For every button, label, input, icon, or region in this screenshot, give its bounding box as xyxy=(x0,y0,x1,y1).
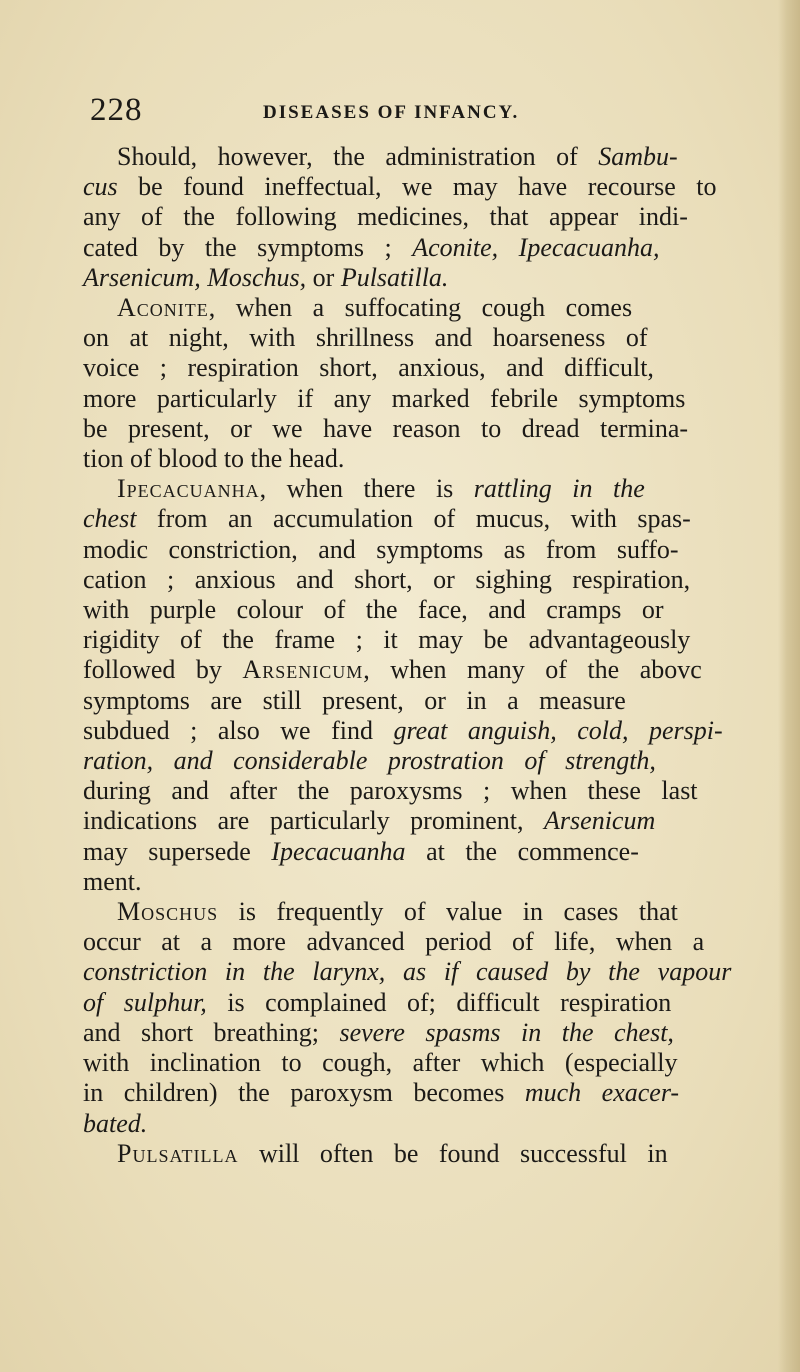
italic-text: rattling in the xyxy=(473,474,645,504)
text-segment: be present, or we have reason to dread termina- xyxy=(83,413,689,443)
text-segment: with purple colour of the face, and cramps or xyxy=(83,595,664,625)
text-line xyxy=(83,1048,731,1078)
text-segment: will often be found successful in xyxy=(238,1138,668,1168)
remedy-name: Ipecacuanha xyxy=(117,474,260,504)
italic-text: great anguish, cold, perspi- xyxy=(393,715,723,745)
text-segment: in children) the paroxysm becomes xyxy=(83,1078,525,1108)
text-segment: voice ; respiration short, anxious, and difficult, xyxy=(83,353,654,383)
text-segment: modic constriction, and symptoms as from suffo- xyxy=(83,534,679,564)
text-line xyxy=(83,776,731,806)
text-line xyxy=(83,263,731,293)
text-segment: , when a suffocating cough comes xyxy=(208,293,633,323)
text-line xyxy=(83,988,731,1018)
text-line xyxy=(83,716,731,746)
text-segment: tion of blood to the head. xyxy=(83,444,345,474)
text-segment: or xyxy=(306,262,341,292)
text-line xyxy=(83,867,731,897)
italic-text: much exacer- xyxy=(524,1078,680,1108)
italic-text: Pulsatilla. xyxy=(340,262,449,292)
italic-text: chest xyxy=(83,504,137,534)
italic-text: Arsenicum, Moschus, xyxy=(83,262,307,292)
text-line xyxy=(83,1109,731,1139)
italic-text: severe spasms in the chest, xyxy=(339,1017,674,1047)
text-line xyxy=(83,293,731,323)
text-line xyxy=(83,535,731,565)
italic-text: ration, and considerable prostration of strength, xyxy=(83,746,656,776)
page-number: 228 xyxy=(90,92,143,128)
text-line xyxy=(83,837,731,867)
text-segment: followed by xyxy=(83,655,243,685)
text-line xyxy=(83,1018,731,1048)
text-line xyxy=(83,202,731,232)
text-line xyxy=(83,384,731,414)
text-line xyxy=(83,565,731,595)
text-segment: subdued ; also we find xyxy=(83,715,394,745)
text-line xyxy=(83,957,731,987)
text-line xyxy=(83,595,731,625)
page-edge xyxy=(778,0,800,1372)
italic-text: Aconite, Ipecacuanha, xyxy=(412,232,660,262)
page-header xyxy=(90,92,730,132)
text-segment: on at night, with shrillness and hoarseness of xyxy=(83,323,648,353)
italic-text: Sambu- xyxy=(598,142,678,171)
text-line xyxy=(83,414,731,444)
italic-text: Arsenicum xyxy=(544,806,656,836)
text-line xyxy=(83,323,731,353)
remedy-name: Aconite xyxy=(117,293,209,323)
text-line xyxy=(83,1139,731,1169)
remedy-name: Arsenicum xyxy=(242,655,364,685)
text-segment: Should, however, the administration of xyxy=(117,142,599,171)
text-line xyxy=(83,746,731,776)
text-segment: any of the following medicines, that appear indi- xyxy=(83,202,688,232)
italic-text: of sulphur, xyxy=(83,987,207,1017)
body-text xyxy=(83,142,731,1169)
text-segment: from an accumulation of mucus, with spas- xyxy=(136,504,691,534)
text-line xyxy=(83,625,731,655)
text-segment: cated by the symptoms ; xyxy=(83,232,413,262)
text-line xyxy=(83,1078,731,1108)
text-segment: ment. xyxy=(83,866,142,896)
text-segment: , when there is xyxy=(259,474,474,504)
text-segment: be found ineffectual, we may have recourse to xyxy=(117,172,717,202)
text-segment: at the commence- xyxy=(405,836,639,866)
text-line xyxy=(83,655,731,685)
text-segment: during and after the paroxysms ; when these last xyxy=(83,776,698,806)
text-line xyxy=(83,474,731,504)
italic-text: bated. xyxy=(83,1108,148,1138)
text-line xyxy=(83,444,731,474)
running-title: DISEASES OF INFANCY. xyxy=(263,102,520,123)
italic-text: Ipecacuanha xyxy=(271,836,406,866)
text-line xyxy=(83,927,731,957)
text-line xyxy=(83,897,731,927)
text-segment: is complained of; difficult respiration xyxy=(206,987,672,1017)
text-line xyxy=(83,142,731,172)
text-line xyxy=(83,686,731,716)
text-segment: cation ; anxious and short, or sighing respiration, xyxy=(83,564,691,594)
text-segment: indications are particularly prominent, xyxy=(83,806,545,836)
text-segment: symptoms are still present, or in a measure xyxy=(83,685,626,715)
text-line xyxy=(83,233,731,263)
italic-text: cus xyxy=(83,172,118,202)
text-segment: more particularly if any marked febrile symptoms xyxy=(83,383,686,413)
text-segment: , when many of the abovc xyxy=(363,655,702,685)
italic-text: constriction in the larynx, as if caused by the vapour xyxy=(83,957,732,987)
text-line xyxy=(83,172,731,202)
text-line xyxy=(83,806,731,836)
text-segment: and short breathing; xyxy=(83,1017,340,1047)
text-segment: rigidity of the frame ; it may be advantageously xyxy=(83,625,691,655)
text-line xyxy=(83,504,731,534)
text-segment: may supersede xyxy=(83,836,272,866)
text-line xyxy=(83,353,731,383)
text-segment: with inclination to cough, after which (especially xyxy=(83,1048,678,1078)
remedy-name: Moschus xyxy=(117,897,219,927)
text-segment: occur at a more advanced period of life, when a xyxy=(83,927,705,957)
text-segment: is frequently of value in cases that xyxy=(218,897,678,927)
remedy-name: Pulsatilla xyxy=(117,1138,239,1168)
